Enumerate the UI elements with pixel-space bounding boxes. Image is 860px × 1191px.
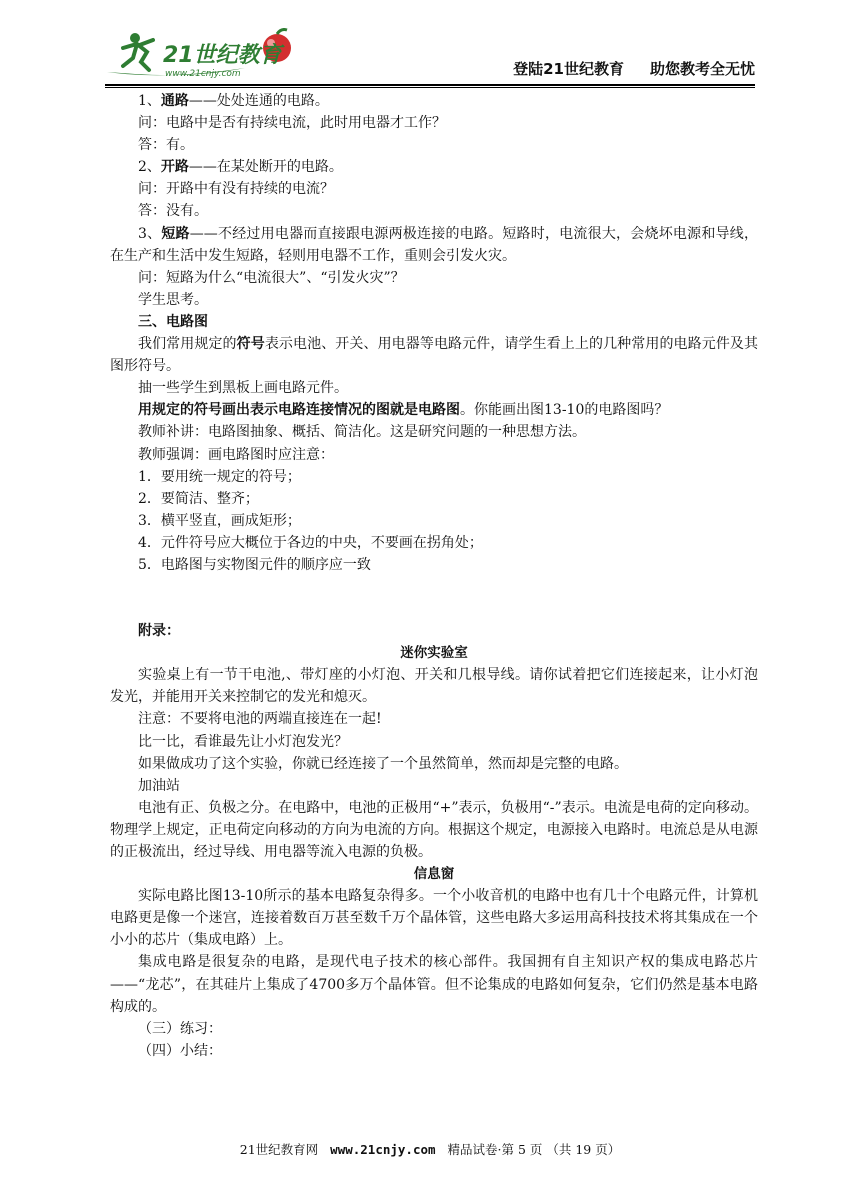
footer-site-name: 21世纪教育网 bbox=[239, 1142, 319, 1157]
answer-line: 答：有。 bbox=[138, 137, 194, 154]
footer-url: www.21cnjy.com bbox=[330, 1142, 436, 1157]
main-content bbox=[110, 90, 758, 1062]
mini-lab-title: 迷你实验室 bbox=[400, 645, 468, 662]
slogan-right: 助您教考全无忧 bbox=[649, 60, 755, 78]
definition-line: 用规定的符号画出表示电路连接情况的图就是电路图。你能画出图13-10的电路图吗？ bbox=[138, 402, 669, 419]
spacer bbox=[110, 576, 758, 620]
appendix-label: 附录： bbox=[138, 623, 180, 640]
header-slogan bbox=[513, 58, 755, 79]
footer-page-info: 精品试卷·第 5 页 （共 19 页） bbox=[447, 1142, 621, 1157]
board-draw-line: 抽一些学生到黑板上画电路元件。 bbox=[138, 380, 348, 397]
exercise-heading: （三）练习： bbox=[138, 1020, 222, 1037]
rule-item: 4．元件符号应大概位于各边的中央，不要画在拐角处； bbox=[138, 534, 483, 551]
info-title: 信息窗 bbox=[413, 866, 455, 883]
symbols-paragraph: 我们常用规定的符号表示电池、开关、用电器等电路元件，请学生看上上的几种常用的电路元件及其图形符号。 bbox=[110, 336, 759, 375]
slogan-left: 登陆21世纪教育 bbox=[513, 60, 624, 78]
refuel-heading: 加油站 bbox=[138, 777, 180, 794]
page-footer bbox=[0, 1140, 860, 1158]
closed-circuit-line: 1、通路——处处连通的电路。 bbox=[138, 93, 329, 109]
logo bbox=[105, 28, 305, 80]
info-paragraph: 实际电路比图13-10所示的基本电路复杂得多。一个小收音机的电路中也有几十个电路元件，计算机电路更是像一个迷宫，连接着数百万甚至数千万个晶体管，这些电路大多运用高科技技术将其集成在一个小小的芯片（集成电路）上。 bbox=[110, 888, 758, 949]
teacher-emphasis-line: 教师强调：画电路图时应注意： bbox=[138, 446, 334, 463]
rule-item: 2．要简洁、整齐； bbox=[138, 490, 259, 507]
mini-lab-paragraph: 实验桌上有一节干电池,、带灯座的小灯泡、开关和几根导线。请你试着把它们连接起来，让小灯泡发光，并能用开关来控制它的发光和熄灭。 bbox=[110, 667, 758, 706]
section-heading: 三、电路图 bbox=[138, 313, 208, 330]
compare-line: 比一比，看谁最先让小灯泡发光？ bbox=[138, 733, 348, 750]
teacher-add-line: 教师补讲：电路图抽象、概括、简洁化。这是研究问题的一种思想方法。 bbox=[138, 424, 586, 441]
short-circuit-question: 问：短路为什么“电流很大”、“引发火灾”？ bbox=[138, 269, 405, 286]
logo-text: 21世纪教育 bbox=[163, 43, 282, 68]
summary-heading: （四）小结： bbox=[138, 1042, 222, 1059]
question-line: 问：电路中是否有持续电流，此时用电器才工作？ bbox=[138, 115, 446, 132]
page-header bbox=[105, 28, 755, 84]
open-circuit-line: 2、开路——在某处断开的电路。 bbox=[138, 159, 343, 176]
rule-item: 5．电路图与实物图元件的顺序应一致 bbox=[138, 556, 371, 573]
header-rule-thin bbox=[105, 87, 755, 88]
header-rule-thick bbox=[105, 84, 755, 86]
note-line: 注意：不要将电池的两端直接连在一起! bbox=[138, 711, 382, 728]
rule-item: 1．要用统一规定的符号； bbox=[138, 468, 301, 485]
rule-item: 3．横平竖直，画成矩形； bbox=[138, 512, 301, 529]
answer-line: 答：没有。 bbox=[138, 203, 208, 220]
student-think: 学生思考。 bbox=[138, 291, 208, 308]
short-circuit-paragraph: 3、短路——不经过用电器而直接跟电源两极连接的电路。短路时，电流很大，会烧坏电源和导线，在生产和生活中发生短路，轻则用电器不工作，重则会引发火灾。 bbox=[110, 225, 758, 264]
question-line: 问：开路中有没有持续的电流？ bbox=[138, 181, 334, 198]
refuel-paragraph: 电池有正、负极之分。在电路中，电池的正极用“+”表示，负极用“-”表示。电流是电荷的定向移动。物理学上规定，正电荷定向移动的方向为电流的方向。根据这个规定，电源接入电路时。电流总是从电源的正极流出，经过导线、用电器等流入电源的负极。 bbox=[110, 799, 758, 860]
info-paragraph: 集成电路是很复杂的电路，是现代电子技术的核心部件。我国拥有自主知识产权的集成电路芯片——“龙芯”，在其硅片上集成了4700多万个晶体管。但不论集成的电路如何复杂，它们仍然是基本电路构成的。 bbox=[110, 954, 758, 1015]
logo-url: www.21cnjy.com bbox=[165, 69, 241, 79]
success-line: 如果做成功了这个实验，你就已经连接了一个虽然简单，然而却是完整的电路。 bbox=[138, 755, 628, 772]
